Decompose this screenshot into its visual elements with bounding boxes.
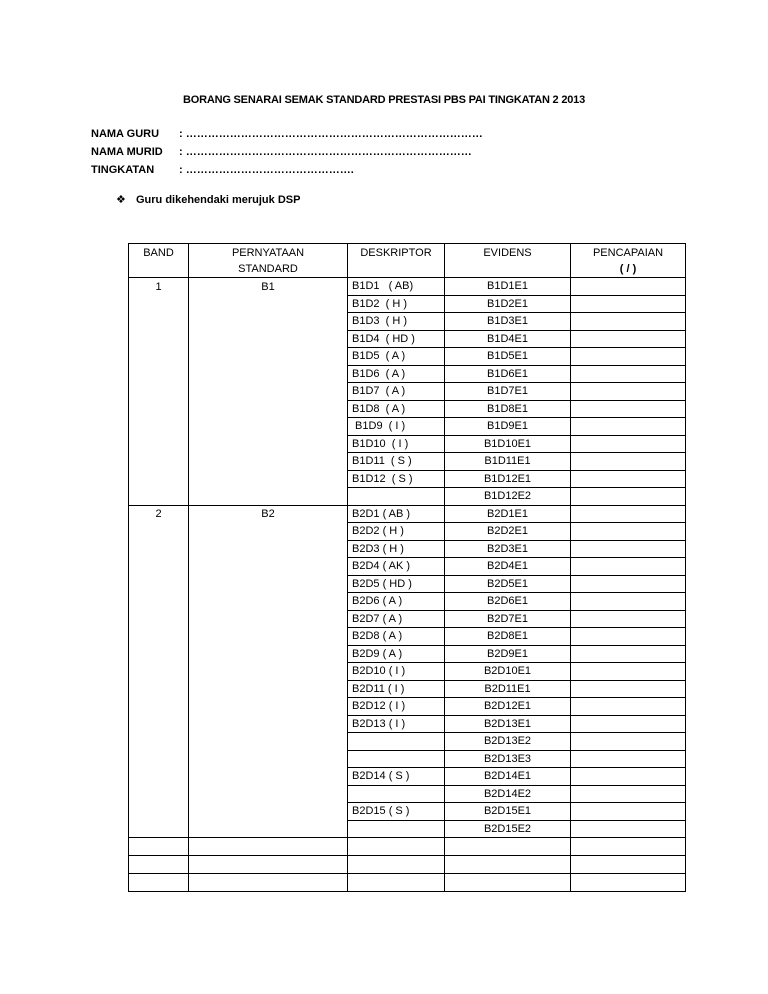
table-row bbox=[129, 558, 686, 576]
evidence-cell: B1D12E1 bbox=[445, 470, 571, 488]
empty-cell[interactable] bbox=[445, 856, 571, 874]
empty-cell[interactable] bbox=[129, 838, 189, 856]
band-cell bbox=[129, 750, 189, 768]
table-body bbox=[129, 278, 686, 892]
descriptor-cell bbox=[348, 750, 445, 768]
statement-cell bbox=[189, 803, 348, 821]
statement-cell bbox=[189, 593, 348, 611]
descriptor-cell: B1D7 ( A ) bbox=[348, 383, 445, 401]
statement-cell bbox=[189, 698, 348, 716]
statement-cell bbox=[189, 540, 348, 558]
table-row bbox=[129, 470, 686, 488]
band-cell bbox=[129, 435, 189, 453]
descriptor-cell: B1D5 ( A ) bbox=[348, 348, 445, 366]
checklist-table bbox=[128, 243, 686, 892]
statement-cell bbox=[189, 523, 348, 541]
table-row bbox=[129, 575, 686, 593]
statement-cell bbox=[189, 680, 348, 698]
evidence-cell: B1D1E1 bbox=[445, 278, 571, 296]
table-row bbox=[129, 768, 686, 786]
achievement-checkbox-cell[interactable] bbox=[571, 750, 686, 768]
achievement-checkbox-cell[interactable] bbox=[571, 715, 686, 733]
band-cell bbox=[129, 663, 189, 681]
header-statement: PERNYATAAN STANDARD bbox=[189, 244, 348, 278]
achievement-checkbox-cell[interactable] bbox=[571, 488, 686, 506]
statement-cell bbox=[189, 365, 348, 383]
achievement-checkbox-cell[interactable] bbox=[571, 698, 686, 716]
achievement-checkbox-cell[interactable] bbox=[571, 365, 686, 383]
table-row bbox=[129, 523, 686, 541]
evidence-cell: B2D13E3 bbox=[445, 750, 571, 768]
table-row bbox=[129, 715, 686, 733]
empty-cell[interactable] bbox=[445, 874, 571, 892]
evidence-cell: B2D15E1 bbox=[445, 803, 571, 821]
statement-cell bbox=[189, 470, 348, 488]
descriptor-cell: B2D4 ( AK ) bbox=[348, 558, 445, 576]
statement-cell bbox=[189, 768, 348, 786]
evidence-cell: B1D12E2 bbox=[445, 488, 571, 506]
statement-cell bbox=[189, 313, 348, 331]
evidence-cell: B1D5E1 bbox=[445, 348, 571, 366]
evidence-cell: B2D11E1 bbox=[445, 680, 571, 698]
instruction-text: Guru dikehendaki merujuk DSP bbox=[136, 194, 301, 206]
evidence-cell: B2D2E1 bbox=[445, 523, 571, 541]
statement-cell: B2 bbox=[189, 505, 348, 523]
table-row bbox=[129, 488, 686, 506]
evidence-cell: B2D5E1 bbox=[445, 575, 571, 593]
band-cell bbox=[129, 733, 189, 751]
statement-cell bbox=[189, 383, 348, 401]
descriptor-cell: B2D5 ( HD ) bbox=[348, 575, 445, 593]
statement-cell bbox=[189, 715, 348, 733]
table-row bbox=[129, 628, 686, 646]
statement-cell bbox=[189, 575, 348, 593]
descriptor-cell: B2D14 ( S ) bbox=[348, 768, 445, 786]
table-row bbox=[129, 400, 686, 418]
student-name-blank[interactable]: : …………………………………………………………………… bbox=[179, 146, 472, 158]
table-row bbox=[129, 313, 686, 331]
statement-cell bbox=[189, 785, 348, 803]
achievement-checkbox-cell[interactable] bbox=[571, 610, 686, 628]
achievement-checkbox-cell[interactable] bbox=[571, 313, 686, 331]
descriptor-cell: B1D1 ( AB) bbox=[348, 278, 445, 296]
descriptor-cell: B2D10 ( I ) bbox=[348, 663, 445, 681]
evidence-cell: B1D9E1 bbox=[445, 418, 571, 436]
band-cell bbox=[129, 558, 189, 576]
table-row bbox=[129, 645, 686, 663]
evidence-cell: B1D6E1 bbox=[445, 365, 571, 383]
table-row bbox=[129, 803, 686, 821]
descriptor-cell: B1D2 ( H ) bbox=[348, 295, 445, 313]
statement-cell bbox=[189, 610, 348, 628]
empty-cell[interactable] bbox=[571, 856, 686, 874]
form-level-blank[interactable]: : ………………………………………. bbox=[179, 164, 354, 176]
achievement-checkbox-cell[interactable] bbox=[571, 820, 686, 838]
statement-cell bbox=[189, 435, 348, 453]
band-cell bbox=[129, 470, 189, 488]
evidence-cell: B1D4E1 bbox=[445, 330, 571, 348]
descriptor-cell: B2D9 ( A ) bbox=[348, 645, 445, 663]
descriptor-cell: B1D8 ( A ) bbox=[348, 400, 445, 418]
achievement-checkbox-cell[interactable] bbox=[571, 768, 686, 786]
evidence-cell: B2D10E1 bbox=[445, 663, 571, 681]
band-cell bbox=[129, 715, 189, 733]
teacher-name-blank[interactable]: : ……………………………………………………………………… bbox=[179, 128, 483, 140]
achievement-checkbox-cell[interactable] bbox=[571, 330, 686, 348]
table-row bbox=[129, 435, 686, 453]
descriptor-cell: B1D11 ( S ) bbox=[348, 453, 445, 471]
achievement-checkbox-cell[interactable] bbox=[571, 278, 686, 296]
descriptor-cell: B1D4 ( HD ) bbox=[348, 330, 445, 348]
table-row bbox=[129, 610, 686, 628]
table-row bbox=[129, 383, 686, 401]
table-row bbox=[129, 750, 686, 768]
achievement-checkbox-cell[interactable] bbox=[571, 348, 686, 366]
descriptor-cell: B1D10 ( I ) bbox=[348, 435, 445, 453]
band-cell bbox=[129, 540, 189, 558]
band-cell bbox=[129, 768, 189, 786]
band-cell bbox=[129, 313, 189, 331]
empty-cell[interactable] bbox=[189, 838, 348, 856]
achievement-checkbox-cell[interactable] bbox=[571, 663, 686, 681]
student-info-fields bbox=[91, 125, 483, 179]
table-row bbox=[129, 348, 686, 366]
band-cell bbox=[129, 453, 189, 471]
empty-cell[interactable] bbox=[445, 838, 571, 856]
descriptor-cell: B2D12 ( I ) bbox=[348, 698, 445, 716]
descriptor-cell bbox=[348, 733, 445, 751]
evidence-cell: B1D11E1 bbox=[445, 453, 571, 471]
descriptor-cell: B2D6 ( A ) bbox=[348, 593, 445, 611]
evidence-cell: B2D1E1 bbox=[445, 505, 571, 523]
evidence-cell: B2D14E1 bbox=[445, 768, 571, 786]
band-cell bbox=[129, 348, 189, 366]
evidence-cell: B1D10E1 bbox=[445, 435, 571, 453]
evidence-cell: B2D13E1 bbox=[445, 715, 571, 733]
achievement-checkbox-cell[interactable] bbox=[571, 733, 686, 751]
band-cell bbox=[129, 330, 189, 348]
statement-cell bbox=[189, 330, 348, 348]
empty-cell[interactable] bbox=[129, 874, 189, 892]
empty-table-row bbox=[129, 874, 686, 892]
descriptor-cell bbox=[348, 488, 445, 506]
table-row bbox=[129, 453, 686, 471]
band-cell bbox=[129, 820, 189, 838]
achievement-checkbox-cell[interactable] bbox=[571, 803, 686, 821]
statement-cell: B1 bbox=[189, 278, 348, 296]
achievement-checkbox-cell[interactable] bbox=[571, 785, 686, 803]
band-cell bbox=[129, 383, 189, 401]
empty-cell[interactable] bbox=[129, 856, 189, 874]
band-cell bbox=[129, 785, 189, 803]
band-cell: 2 bbox=[129, 505, 189, 523]
student-name-field bbox=[91, 143, 483, 161]
achievement-checkbox-cell[interactable] bbox=[571, 523, 686, 541]
diamond-bullet-icon: ❖ bbox=[116, 194, 126, 206]
band-cell bbox=[129, 628, 189, 646]
evidence-cell: B2D15E2 bbox=[445, 820, 571, 838]
band-cell bbox=[129, 610, 189, 628]
empty-cell[interactable] bbox=[348, 838, 445, 856]
band-cell bbox=[129, 523, 189, 541]
table-header-row bbox=[129, 244, 686, 278]
descriptor-cell: B1D12 ( S ) bbox=[348, 470, 445, 488]
band-cell bbox=[129, 645, 189, 663]
achievement-checkbox-cell[interactable] bbox=[571, 628, 686, 646]
header-evidence: EVIDENS bbox=[445, 244, 571, 278]
achievement-checkbox-cell[interactable] bbox=[571, 680, 686, 698]
evidence-cell: B2D8E1 bbox=[445, 628, 571, 646]
statement-cell bbox=[189, 295, 348, 313]
descriptor-cell: B2D13 ( I ) bbox=[348, 715, 445, 733]
band-cell bbox=[129, 698, 189, 716]
table-row bbox=[129, 418, 686, 436]
descriptor-cell: B2D2 ( H ) bbox=[348, 523, 445, 541]
empty-table-row bbox=[129, 838, 686, 856]
evidence-cell: B2D4E1 bbox=[445, 558, 571, 576]
table-row bbox=[129, 278, 686, 296]
table-row bbox=[129, 733, 686, 751]
table-row bbox=[129, 785, 686, 803]
header-descriptor: DESKRIPTOR bbox=[348, 244, 445, 278]
form-level-field bbox=[91, 161, 483, 179]
evidence-cell: B2D6E1 bbox=[445, 593, 571, 611]
header-band: BAND bbox=[129, 244, 189, 278]
achievement-checkbox-cell[interactable] bbox=[571, 400, 686, 418]
empty-cell[interactable] bbox=[571, 874, 686, 892]
table-row bbox=[129, 680, 686, 698]
table-row bbox=[129, 820, 686, 838]
band-cell bbox=[129, 418, 189, 436]
evidence-cell: B2D12E1 bbox=[445, 698, 571, 716]
achievement-checkbox-cell[interactable] bbox=[571, 575, 686, 593]
statement-cell bbox=[189, 348, 348, 366]
empty-cell[interactable] bbox=[189, 874, 348, 892]
band-cell bbox=[129, 593, 189, 611]
empty-cell[interactable] bbox=[189, 856, 348, 874]
form-level-label: TINGKATAN bbox=[91, 164, 155, 176]
statement-cell bbox=[189, 628, 348, 646]
descriptor-cell: B2D3 ( H ) bbox=[348, 540, 445, 558]
band-cell bbox=[129, 803, 189, 821]
band-cell bbox=[129, 680, 189, 698]
statement-cell bbox=[189, 820, 348, 838]
teacher-name-label: NAMA GURU bbox=[91, 128, 160, 140]
statement-cell bbox=[189, 418, 348, 436]
statement-cell bbox=[189, 400, 348, 418]
statement-cell bbox=[189, 733, 348, 751]
achievement-checkbox-cell[interactable] bbox=[571, 593, 686, 611]
evidence-cell: B1D2E1 bbox=[445, 295, 571, 313]
descriptor-cell: B1D9 ( I ) bbox=[348, 418, 445, 436]
evidence-cell: B1D7E1 bbox=[445, 383, 571, 401]
evidence-cell: B2D7E1 bbox=[445, 610, 571, 628]
table-row bbox=[129, 698, 686, 716]
descriptor-cell: B1D6 ( A ) bbox=[348, 365, 445, 383]
evidence-cell: B1D8E1 bbox=[445, 400, 571, 418]
band-cell bbox=[129, 295, 189, 313]
band-cell bbox=[129, 488, 189, 506]
band-cell bbox=[129, 575, 189, 593]
empty-cell[interactable] bbox=[571, 838, 686, 856]
empty-cell[interactable] bbox=[348, 856, 445, 874]
achievement-checkbox-cell[interactable] bbox=[571, 453, 686, 471]
achievement-checkbox-cell[interactable] bbox=[571, 645, 686, 663]
table-row bbox=[129, 540, 686, 558]
empty-table-row bbox=[129, 856, 686, 874]
student-name-label: NAMA MURID bbox=[91, 146, 163, 158]
descriptor-cell bbox=[348, 820, 445, 838]
band-cell: 1 bbox=[129, 278, 189, 296]
table-row bbox=[129, 365, 686, 383]
statement-cell bbox=[189, 645, 348, 663]
achievement-checkbox-cell[interactable] bbox=[571, 470, 686, 488]
descriptor-cell: B2D15 ( S ) bbox=[348, 803, 445, 821]
statement-cell bbox=[189, 488, 348, 506]
descriptor-cell: B2D7 ( A ) bbox=[348, 610, 445, 628]
header-achievement: PENCAPAIAN ( / ) bbox=[571, 244, 686, 278]
table-row bbox=[129, 505, 686, 523]
evidence-cell: B2D13E2 bbox=[445, 733, 571, 751]
statement-cell bbox=[189, 453, 348, 471]
evidence-cell: B2D3E1 bbox=[445, 540, 571, 558]
band-cell bbox=[129, 400, 189, 418]
achievement-checkbox-cell[interactable] bbox=[571, 540, 686, 558]
empty-cell[interactable] bbox=[348, 874, 445, 892]
teacher-name-field bbox=[91, 125, 483, 143]
achievement-checkbox-cell[interactable] bbox=[571, 435, 686, 453]
band-cell bbox=[129, 365, 189, 383]
descriptor-cell: B2D11 ( I ) bbox=[348, 680, 445, 698]
page-title: BORANG SENARAI SEMAK STANDARD PRESTASI PBS PAI TINGKATAN 2 2013 bbox=[183, 94, 585, 106]
table-row bbox=[129, 593, 686, 611]
descriptor-cell bbox=[348, 785, 445, 803]
table-row bbox=[129, 295, 686, 313]
descriptor-cell: B1D3 ( H ) bbox=[348, 313, 445, 331]
achievement-checkbox-cell[interactable] bbox=[571, 295, 686, 313]
achievement-checkbox-cell[interactable] bbox=[571, 558, 686, 576]
statement-cell bbox=[189, 750, 348, 768]
statement-cell bbox=[189, 558, 348, 576]
table-row bbox=[129, 330, 686, 348]
table-row bbox=[129, 663, 686, 681]
descriptor-cell: B2D1 ( AB ) bbox=[348, 505, 445, 523]
evidence-cell: B1D3E1 bbox=[445, 313, 571, 331]
statement-cell bbox=[189, 663, 348, 681]
achievement-checkbox-cell[interactable] bbox=[571, 418, 686, 436]
achievement-checkbox-cell[interactable] bbox=[571, 505, 686, 523]
instruction-note bbox=[116, 193, 300, 206]
evidence-cell: B2D14E2 bbox=[445, 785, 571, 803]
evidence-cell: B2D9E1 bbox=[445, 645, 571, 663]
descriptor-cell: B2D8 ( A ) bbox=[348, 628, 445, 646]
achievement-checkbox-cell[interactable] bbox=[571, 383, 686, 401]
